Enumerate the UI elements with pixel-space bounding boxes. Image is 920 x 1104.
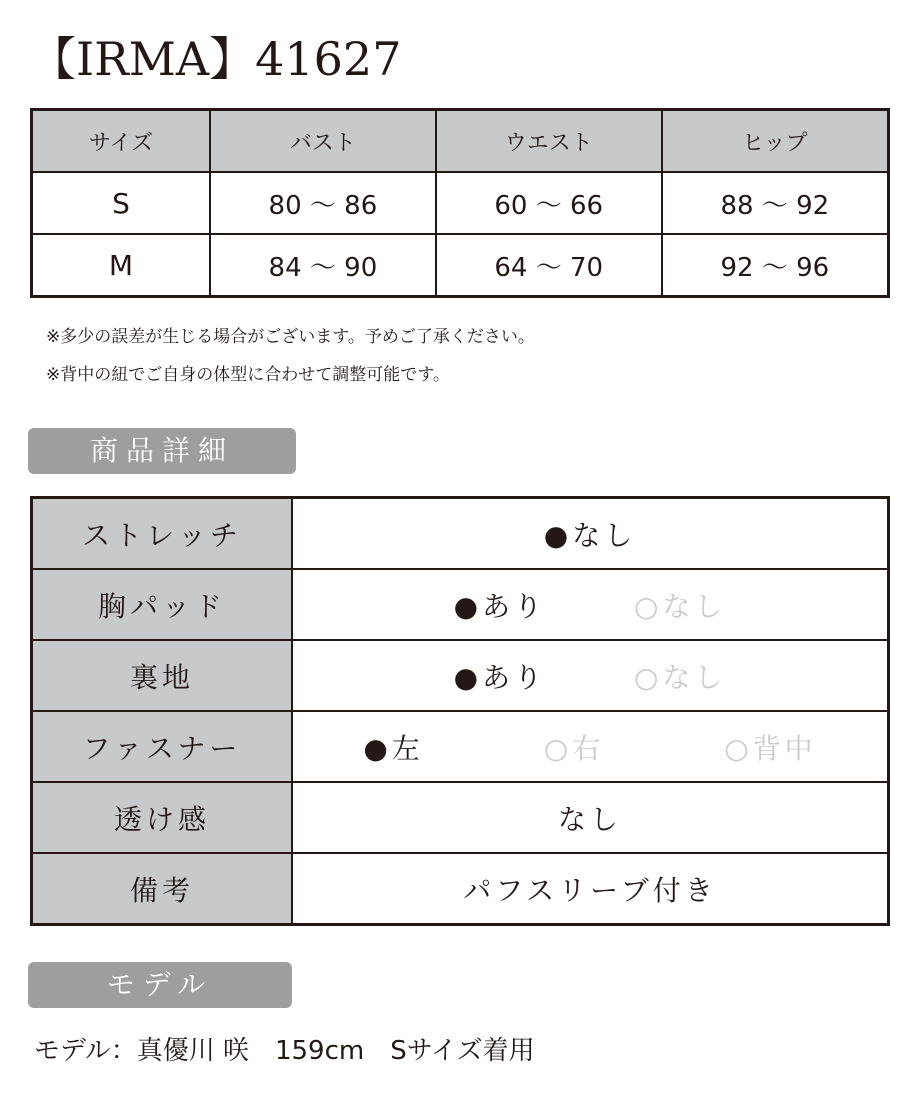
- remarks-value: [292, 853, 889, 925]
- zipper-label: ファスナー: [32, 711, 293, 782]
- size-table-header-row: [32, 110, 889, 173]
- table-row: [32, 640, 889, 711]
- details-section-header: 商品詳細: [28, 428, 296, 474]
- stretch-label: ストレッチ: [32, 498, 293, 570]
- page-title: 【IRMA】41627: [30, 32, 402, 86]
- table-row: [32, 853, 889, 925]
- model-section-header: モデル: [28, 962, 292, 1008]
- bust-pad-value: [292, 569, 889, 640]
- note-adjustable: ※背中の紐でご自身の体型に合わせて調整可能です。: [46, 365, 450, 385]
- waist-value: 60 ～ 66: [436, 172, 662, 234]
- table-row: [32, 711, 889, 782]
- hip-value: 88 ～ 92: [662, 172, 889, 234]
- table-row: [32, 234, 889, 297]
- hip-header: ヒップ: [662, 110, 889, 173]
- waist-header: ウエスト: [436, 110, 662, 173]
- remarks-label: 備考: [32, 853, 293, 925]
- zipper-value: [292, 711, 889, 782]
- hip-value: 92 ～ 96: [662, 234, 889, 297]
- bust-header: バスト: [210, 110, 436, 173]
- size-label: S: [32, 172, 211, 234]
- zipper-option-left: ●左: [363, 731, 424, 765]
- size-label: M: [32, 234, 211, 297]
- zipper-option-back: ○背中: [724, 731, 817, 765]
- table-row: [32, 498, 889, 570]
- bust-pad-option-yes: ●あり: [453, 589, 546, 623]
- lining-option-yes: ●あり: [453, 660, 546, 694]
- model-info: モデル：真優川 咲 159cm Sサイズ着用: [34, 1036, 535, 1066]
- zipper-option-right: ○右: [543, 731, 605, 765]
- note-error-margin: ※多少の誤差が生じる場合がございます。予めご了承ください。: [46, 327, 535, 347]
- sheerness-option-none: なし: [557, 802, 622, 836]
- table-row: [32, 782, 889, 853]
- stretch-value: [292, 498, 889, 570]
- bust-pad-label: 胸パッド: [32, 569, 293, 640]
- table-row: [32, 569, 889, 640]
- stretch-option-none: ●なし: [543, 518, 637, 552]
- size-header: サイズ: [32, 110, 211, 173]
- lining-value: [292, 640, 889, 711]
- details-table: [30, 496, 890, 926]
- lining-option-no: ○なし: [634, 660, 727, 694]
- sheerness-value: [292, 782, 889, 853]
- size-table: [30, 108, 890, 298]
- remarks-text: パフスリーブ付き: [463, 873, 717, 907]
- notes: [46, 318, 535, 394]
- bust-value: 84 ～ 90: [210, 234, 436, 297]
- table-row: [32, 172, 889, 234]
- sheerness-label: 透け感: [32, 782, 293, 853]
- bust-pad-option-no: ○なし: [634, 589, 727, 623]
- bust-value: 80 ～ 86: [210, 172, 436, 234]
- lining-label: 裏地: [32, 640, 293, 711]
- waist-value: 64 ～ 70: [436, 234, 662, 297]
